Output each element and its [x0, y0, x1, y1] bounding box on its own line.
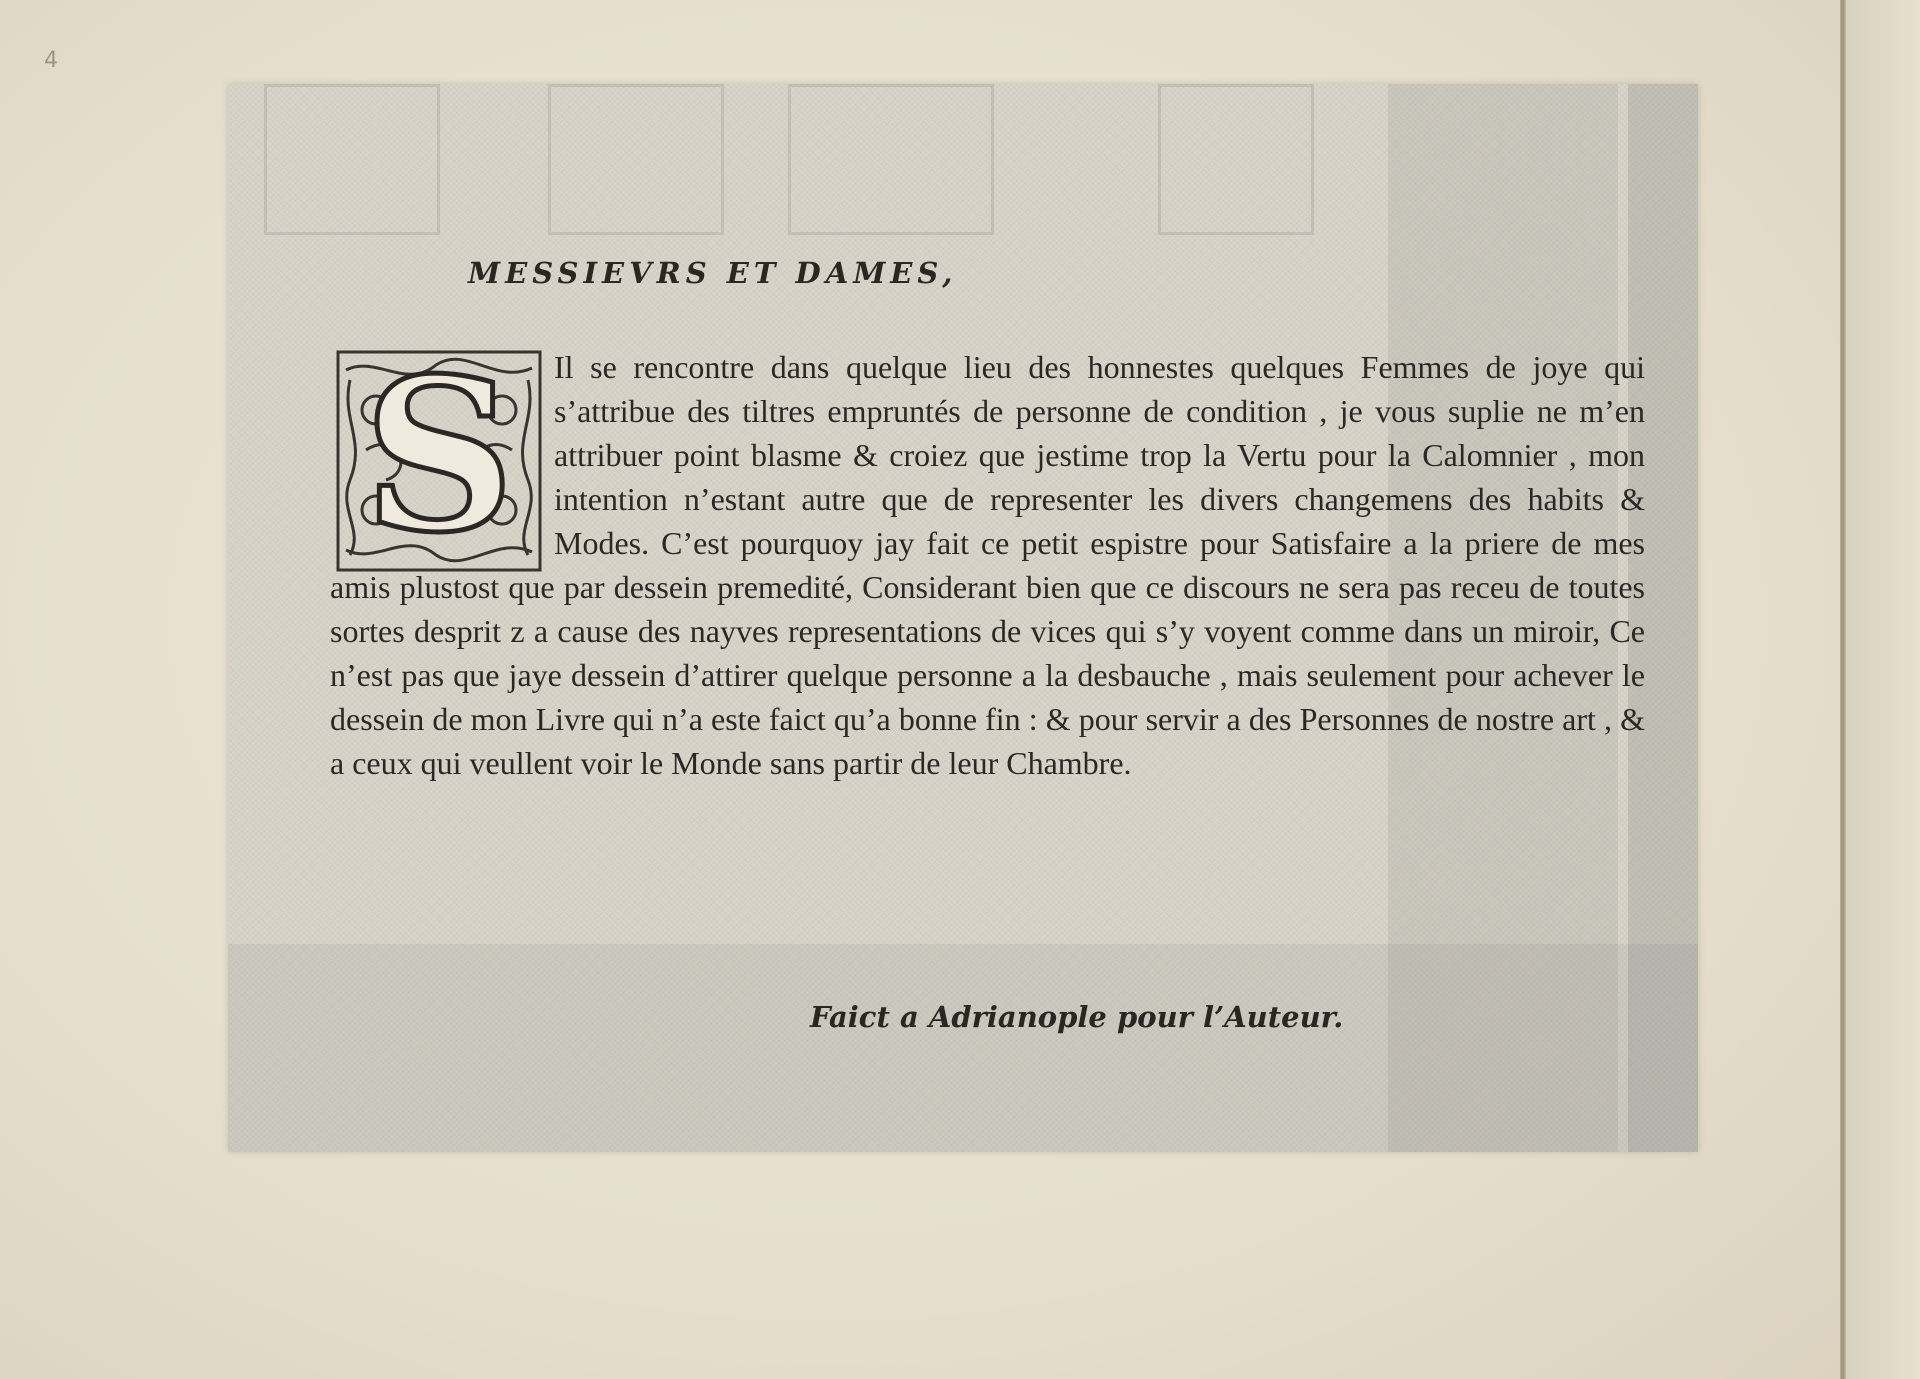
initial-spacer — [330, 332, 540, 579]
ghost-window-4 — [1158, 84, 1314, 235]
ghost-window-3 — [788, 84, 994, 235]
salutation: MESSIEVRS ET DAMES, — [468, 256, 958, 290]
ghost-window-2 — [548, 84, 724, 235]
page-number: 4 — [44, 48, 58, 73]
initial-letter: S — [363, 332, 515, 579]
facing-page-edge — [1846, 0, 1920, 1379]
ghost-floor — [228, 944, 1698, 1152]
letter-body — [330, 332, 1645, 785]
signature: Faict a Adrianople pour l’Auteur. — [810, 1000, 1344, 1034]
letter-body-text: Il se rencontre dans quelque lieu des honnestes quelques Femmes de joye qui s’attribue des tiltres empruntés de personne de condition , je vous suplie ne m’en attribuer point blasme & croiez que jestime trop la Vertu pour la Calomnier , mon intention n’estant autre que de representer les divers changemens des habits & Modes. C’est pourquoy jay fait ce petit espistre pour Satisfaire a la priere de mes amis plustost que par dessein premedité, Considerant bien que ce discours ne sera pas receu de toutes sortes desprit z a cause des nayves representations de vices qui s’y voyent comme dans un miroir, Ce n’est pas que jaye dessein d’attirer quelque personne a la desbauche , mais seulement pour achever le dessein de mon Livre qui n’a este faict qu’a bonne fin : & pour servir a des Personnes de nostre art , & a ceux qui veullent voir le Monde sans partir de leur Chambre. — [330, 349, 1645, 781]
ghost-window-1 — [264, 84, 440, 235]
